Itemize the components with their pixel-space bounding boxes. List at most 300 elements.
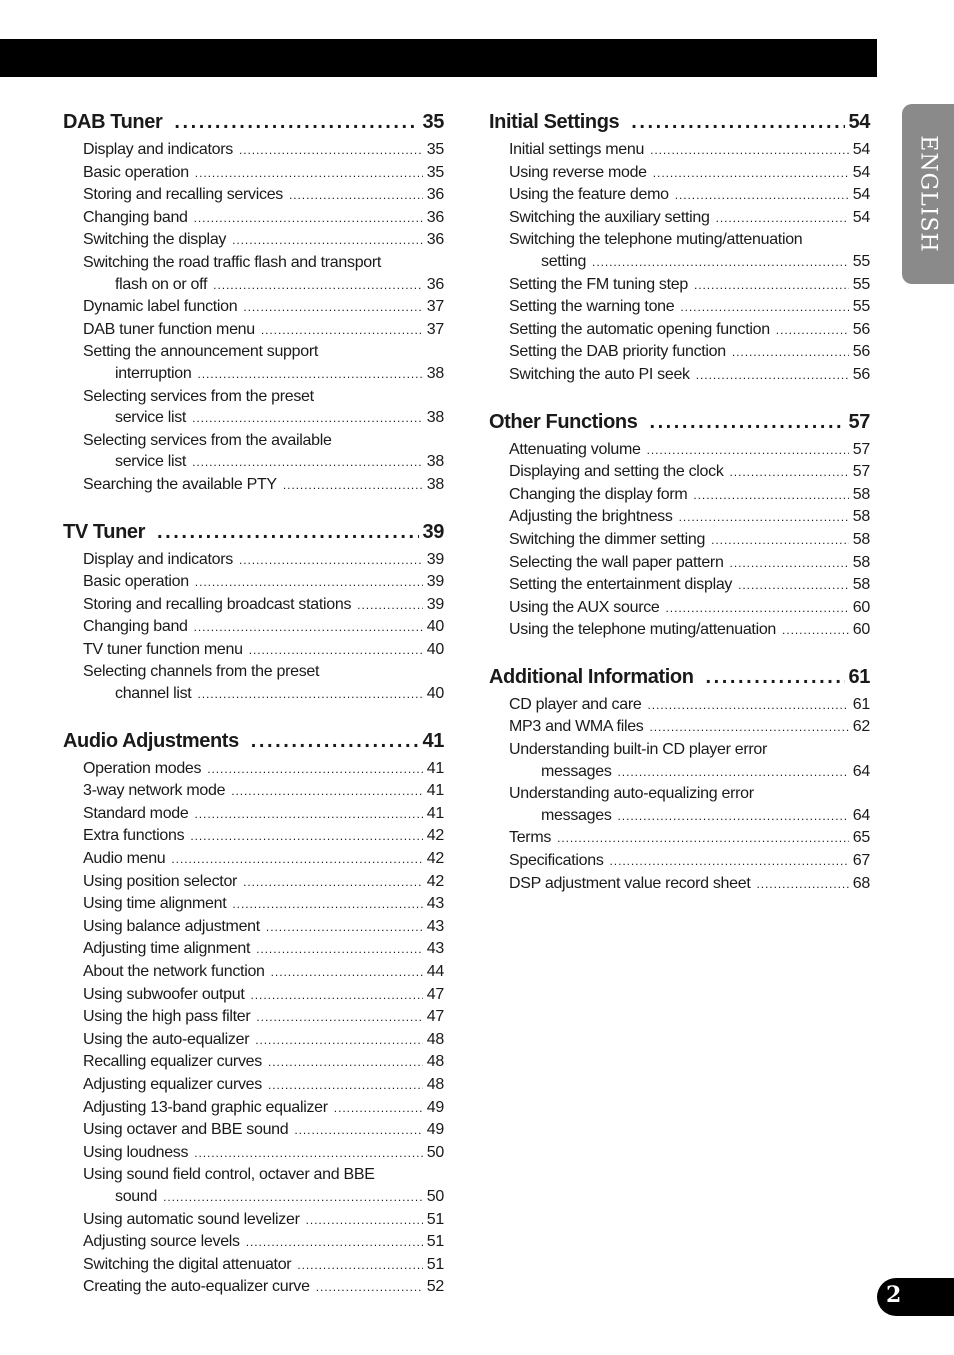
entry-title-continued: service list xyxy=(115,453,187,471)
entry-row xyxy=(509,162,870,185)
entry-title: Switching the digital attenuator xyxy=(83,1255,292,1273)
toc-entry[interactable] xyxy=(63,871,444,894)
entry-row xyxy=(83,162,444,185)
section-title: Additional Information xyxy=(489,665,694,688)
entry-row xyxy=(83,639,444,662)
dot-leader xyxy=(251,730,419,753)
entry-page-number: 48 xyxy=(426,1053,444,1071)
entry-page-number: 42 xyxy=(426,827,444,845)
dot-leader xyxy=(650,716,849,739)
entry-title: Setting the warning tone xyxy=(509,298,675,316)
entry-title: Storing and recalling services xyxy=(83,186,283,204)
entry-title: Using reverse mode xyxy=(509,163,647,181)
toc-entry[interactable] xyxy=(63,961,444,984)
toc-entry[interactable] xyxy=(63,893,444,916)
entry-continuation xyxy=(83,1186,444,1209)
entry-title: Using position selector xyxy=(83,872,238,890)
section-page-number: 41 xyxy=(422,729,444,752)
toc-entry[interactable] xyxy=(63,639,444,662)
entry-title: Setting the FM tuning step xyxy=(509,275,688,293)
entry-row xyxy=(509,207,870,230)
toc-entry[interactable] xyxy=(63,1209,444,1232)
entry-row xyxy=(83,139,444,162)
dot-leader xyxy=(650,139,849,162)
entry-row xyxy=(509,364,870,387)
dot-leader xyxy=(192,407,423,430)
toc-entry[interactable] xyxy=(63,1051,444,1074)
dot-leader xyxy=(174,111,418,134)
section-page-number: 39 xyxy=(422,520,444,543)
toc-entry[interactable] xyxy=(63,139,444,162)
toc-entry[interactable] xyxy=(63,184,444,207)
toc-entry[interactable] xyxy=(489,229,870,273)
toc-left-column xyxy=(63,111,444,1323)
entry-row xyxy=(83,848,444,871)
toc-entry[interactable] xyxy=(63,1074,444,1097)
dot-leader xyxy=(653,162,849,185)
entry-page-number: 58 xyxy=(852,508,870,526)
entry-page-number: 51 xyxy=(426,1255,444,1273)
entry-page-number: 54 xyxy=(852,186,870,204)
toc-entry[interactable] xyxy=(489,597,870,620)
entry-page-number: 54 xyxy=(852,208,870,226)
entry-row xyxy=(83,938,444,961)
dot-leader xyxy=(231,780,423,803)
entry-title: Using the high pass filter xyxy=(83,1008,251,1026)
toc-section xyxy=(489,111,870,387)
dot-leader xyxy=(679,506,849,529)
entry-title: Setting the automatic opening function xyxy=(509,320,770,338)
entry-page-number: 47 xyxy=(426,985,444,1003)
section-title: TV Tuner xyxy=(63,520,145,543)
entry-title: Basic operation xyxy=(83,573,189,591)
toc-entry[interactable] xyxy=(489,207,870,230)
entry-title-continued: messages xyxy=(541,806,612,824)
entry-title: Searching the available PTY xyxy=(83,475,277,493)
entry-row xyxy=(83,1051,444,1074)
entry-page-number: 57 xyxy=(852,463,870,481)
dot-leader xyxy=(195,571,423,594)
entry-page-number: 49 xyxy=(426,1121,444,1139)
entry-page-number: 36 xyxy=(426,186,444,204)
header-bar xyxy=(0,39,877,77)
toc-entry[interactable] xyxy=(63,1029,444,1052)
entry-title: Specifications xyxy=(509,852,604,870)
toc-entry[interactable] xyxy=(63,594,444,617)
dot-leader xyxy=(334,1097,423,1120)
section-title: Initial Settings xyxy=(489,111,620,133)
dot-leader xyxy=(647,439,849,462)
dot-leader xyxy=(232,229,423,252)
entry-title: MP3 and WMA files xyxy=(509,718,644,736)
toc-entry[interactable] xyxy=(63,780,444,803)
section-heading[interactable] xyxy=(63,111,444,139)
entry-title: Switching the road traffic flash and transport xyxy=(83,253,382,271)
toc-entry[interactable] xyxy=(489,139,870,162)
toc-section xyxy=(489,666,870,895)
dot-leader xyxy=(618,761,849,784)
entry-page-number: 40 xyxy=(426,618,444,636)
entry-title: Standard mode xyxy=(83,804,189,822)
entry-page-number: 40 xyxy=(426,685,444,703)
toc-entry[interactable] xyxy=(489,184,870,207)
entry-page-number: 36 xyxy=(426,208,444,226)
dot-leader xyxy=(782,619,849,642)
dot-leader xyxy=(694,274,849,297)
toc-entry[interactable] xyxy=(63,661,444,705)
entry-title: Changing band xyxy=(83,208,188,226)
entry-title: Using the AUX source xyxy=(509,598,660,616)
dot-leader xyxy=(194,616,423,639)
dot-leader xyxy=(776,319,849,342)
toc-entry[interactable] xyxy=(63,1142,444,1165)
dot-leader xyxy=(232,893,422,916)
entry-row xyxy=(83,984,444,1007)
entry-row xyxy=(509,139,870,162)
entry-page-number: 58 xyxy=(852,485,870,503)
toc-entry[interactable] xyxy=(63,803,444,826)
section-heading[interactable] xyxy=(489,111,870,139)
toc-entry[interactable] xyxy=(63,1164,444,1208)
entry-title: Switching the auxiliary setting xyxy=(509,208,710,226)
toc-entry[interactable] xyxy=(489,341,870,364)
entry-page-number: 55 xyxy=(852,252,870,270)
entry-title: Understanding built-in CD player error xyxy=(509,741,768,759)
entry-page-number: 56 xyxy=(852,343,870,361)
entry-row xyxy=(509,184,870,207)
entry-row xyxy=(509,716,870,739)
toc-entry[interactable] xyxy=(63,1119,444,1142)
section-page-number: 35 xyxy=(422,111,444,133)
dot-leader xyxy=(190,825,422,848)
entry-title: Recalling equalizer curves xyxy=(83,1053,262,1071)
entry-title: Selecting the wall paper pattern xyxy=(509,553,724,571)
entry-title: Changing band xyxy=(83,618,188,636)
entry-row xyxy=(509,574,870,597)
toc-entry[interactable] xyxy=(63,984,444,1007)
entry-continuation xyxy=(509,805,870,828)
dot-leader xyxy=(610,850,849,873)
section-heading[interactable] xyxy=(489,411,870,439)
dot-leader xyxy=(255,1029,423,1052)
dot-leader xyxy=(163,1186,423,1209)
entry-page-number: 58 xyxy=(852,576,870,594)
entry-page-number: 38 xyxy=(426,475,444,493)
entry-page-number: 51 xyxy=(426,1233,444,1251)
toc-entry[interactable] xyxy=(489,162,870,185)
entry-page-number: 37 xyxy=(426,320,444,338)
entry-page-number: 55 xyxy=(852,275,870,293)
entry-title-continued: interruption xyxy=(115,364,192,382)
entry-page-number: 68 xyxy=(852,874,870,892)
entry-page-number: 58 xyxy=(852,553,870,571)
entry-page-number: 38 xyxy=(426,453,444,471)
entry-title: Using sound field control, octaver and BBE xyxy=(83,1166,375,1184)
toc-entry[interactable] xyxy=(489,506,870,529)
entry-row xyxy=(509,506,870,529)
entry-row xyxy=(509,296,870,319)
entry-title: Using loudness xyxy=(83,1143,189,1161)
entry-title: TV tuner function menu xyxy=(83,640,243,658)
toc-entry[interactable] xyxy=(489,694,870,717)
entry-page-number: 64 xyxy=(852,762,870,780)
toc-entry[interactable] xyxy=(489,461,870,484)
dot-leader xyxy=(730,461,849,484)
section-heading[interactable] xyxy=(63,521,444,549)
entry-page-number: 56 xyxy=(852,365,870,383)
section-heading[interactable] xyxy=(63,730,444,758)
entry-title: Selecting services from the available xyxy=(83,431,332,449)
entry-title: Selecting channels from the preset xyxy=(83,663,320,681)
toc-entry[interactable] xyxy=(63,616,444,639)
entry-page-number: 62 xyxy=(852,718,870,736)
dot-leader xyxy=(294,1119,422,1142)
entry-row xyxy=(509,439,870,462)
entry-page-number: 58 xyxy=(852,530,870,548)
entry-page-number: 41 xyxy=(426,782,444,800)
toc-entry[interactable] xyxy=(63,549,444,572)
entry-title: Setting the DAB priority function xyxy=(509,343,726,361)
entry-row xyxy=(83,594,444,617)
dot-leader xyxy=(716,207,849,230)
entry-title: Switching the telephone muting/attenuation xyxy=(509,231,803,249)
dot-leader xyxy=(592,251,849,274)
entry-title: Using the auto-equalizer xyxy=(83,1030,250,1048)
section-page-number: 61 xyxy=(848,665,870,688)
toc-entry[interactable] xyxy=(63,162,444,185)
toc-entry[interactable] xyxy=(63,1006,444,1029)
entry-row xyxy=(509,461,870,484)
entry-title-continued: sound xyxy=(115,1187,158,1205)
entry-row xyxy=(83,207,444,230)
toc-entry[interactable] xyxy=(63,386,444,430)
toc-entry[interactable] xyxy=(489,873,870,896)
entry-page-number: 44 xyxy=(426,963,444,980)
entry-continuation xyxy=(509,761,870,784)
entry-row xyxy=(83,229,444,252)
toc-entry[interactable] xyxy=(489,274,870,297)
dot-leader xyxy=(271,961,423,984)
entry-title: Display and indicators xyxy=(83,141,233,158)
entry-title: 3-way network mode xyxy=(83,782,226,800)
entry-title: Changing the display form xyxy=(509,485,688,503)
toc-entry[interactable] xyxy=(63,229,444,252)
toc-entry[interactable] xyxy=(489,783,870,827)
entry-row xyxy=(83,571,444,594)
entry-title: DSP adjustment value record sheet xyxy=(509,874,751,892)
dot-leader xyxy=(730,552,849,575)
toc-entry[interactable] xyxy=(489,850,870,873)
toc-entry[interactable] xyxy=(63,296,444,319)
entry-page-number: 48 xyxy=(426,1075,444,1093)
entry-row xyxy=(83,184,444,207)
entry-row xyxy=(83,1254,444,1277)
toc-entry[interactable] xyxy=(63,474,444,497)
dot-leader xyxy=(693,484,848,507)
dot-leader xyxy=(283,474,423,497)
entry-row xyxy=(83,961,444,984)
entry-title: Dynamic label function xyxy=(83,298,238,316)
entry-row xyxy=(83,1097,444,1120)
entry-row xyxy=(83,616,444,639)
entry-row xyxy=(83,893,444,916)
entry-row xyxy=(83,758,444,781)
dot-leader xyxy=(297,1254,422,1277)
entry-title: Understanding auto-equalizing error xyxy=(509,785,754,803)
dot-leader xyxy=(268,1051,423,1074)
dot-leader xyxy=(618,805,849,828)
entry-title: Using time alignment xyxy=(83,895,227,913)
dot-leader xyxy=(195,803,423,826)
dot-leader xyxy=(666,597,849,620)
entry-title: Switching the auto PI seek xyxy=(509,365,690,383)
entry-page-number: 57 xyxy=(852,440,870,458)
section-title: DAB Tuner xyxy=(63,111,163,133)
dot-leader xyxy=(249,639,423,662)
dot-leader xyxy=(738,574,849,597)
entry-row xyxy=(83,474,444,497)
dot-leader xyxy=(256,938,423,961)
toc-entry[interactable] xyxy=(63,916,444,939)
entry-page-number: 54 xyxy=(852,163,870,181)
entry-page-number: 60 xyxy=(852,598,870,616)
toc-entry[interactable] xyxy=(63,1276,444,1299)
dot-leader xyxy=(194,207,423,230)
toc-entry[interactable] xyxy=(63,252,444,296)
toc-section xyxy=(63,521,444,706)
dot-leader xyxy=(239,139,423,162)
dot-leader xyxy=(239,549,423,572)
entry-continuation xyxy=(83,274,444,297)
toc-entry[interactable] xyxy=(63,1254,444,1277)
dot-leader xyxy=(268,1074,423,1097)
entry-page-number: 47 xyxy=(426,1008,444,1026)
entry-page-number: 50 xyxy=(426,1143,444,1161)
toc-entry[interactable] xyxy=(489,529,870,552)
entry-page-number: 61 xyxy=(852,695,870,713)
toc-entry[interactable] xyxy=(63,430,444,474)
toc-entry[interactable] xyxy=(489,716,870,739)
entry-title-continued: flash on or off xyxy=(115,275,208,293)
entry-row xyxy=(83,1006,444,1029)
dot-leader xyxy=(649,411,844,434)
entry-row xyxy=(83,319,444,342)
entry-page-number: 42 xyxy=(426,850,444,868)
toc-entry[interactable] xyxy=(63,341,444,385)
toc-entry[interactable] xyxy=(63,1097,444,1120)
toc-entry[interactable] xyxy=(63,319,444,342)
dot-leader xyxy=(680,296,848,319)
section-heading[interactable] xyxy=(489,666,870,694)
entry-page-number: 48 xyxy=(426,1030,444,1048)
entry-continuation xyxy=(83,363,444,386)
entry-title: Adjusting the brightness xyxy=(509,508,673,526)
toc-entry[interactable] xyxy=(489,296,870,319)
entry-title: Initial settings menu xyxy=(509,141,645,158)
toc-entry[interactable] xyxy=(489,439,870,462)
dot-leader xyxy=(251,984,423,1007)
entry-page-number: 38 xyxy=(426,409,444,427)
toc-entry[interactable] xyxy=(489,574,870,597)
toc-entry[interactable] xyxy=(489,739,870,783)
entry-title: Using the telephone muting/attenuation xyxy=(509,621,777,639)
entry-page-number: 50 xyxy=(426,1187,444,1205)
section-title: Other Functions xyxy=(489,410,638,433)
entry-row xyxy=(83,916,444,939)
entry-row xyxy=(509,850,870,873)
entry-page-number: 65 xyxy=(852,829,870,847)
entry-row xyxy=(509,552,870,575)
section-page-number: 57 xyxy=(848,410,870,433)
dot-leader xyxy=(194,1142,423,1165)
entry-title: Basic operation xyxy=(83,163,189,181)
toc-entry[interactable] xyxy=(63,571,444,594)
entry-page-number: 38 xyxy=(426,364,444,382)
toc-entry[interactable] xyxy=(63,1231,444,1254)
dot-leader xyxy=(213,274,423,297)
entry-title: Audio menu xyxy=(83,850,166,868)
entry-title: Setting the entertainment display xyxy=(509,576,733,594)
dot-leader xyxy=(266,916,423,939)
language-tab xyxy=(902,104,954,284)
toc-entry[interactable] xyxy=(489,552,870,575)
entry-row xyxy=(83,1074,444,1097)
entry-page-number: 54 xyxy=(852,141,870,158)
entry-title: Using subwoofer output xyxy=(83,985,245,1003)
toc-entry[interactable] xyxy=(63,848,444,871)
dot-leader xyxy=(316,1276,423,1299)
entry-page-number: 36 xyxy=(426,231,444,249)
toc-entry[interactable] xyxy=(63,825,444,848)
entry-row xyxy=(509,484,870,507)
toc-entry[interactable] xyxy=(63,758,444,781)
entry-row xyxy=(509,694,870,717)
toc-entry[interactable] xyxy=(489,484,870,507)
dot-leader xyxy=(306,1209,423,1232)
entry-title: DAB tuner function menu xyxy=(83,320,255,338)
dot-leader xyxy=(289,184,423,207)
entry-row xyxy=(83,549,444,572)
dot-leader xyxy=(647,694,848,717)
dot-leader xyxy=(246,1231,423,1254)
entry-title: Adjusting 13-band graphic equalizer xyxy=(83,1098,328,1116)
entry-page-number: 55 xyxy=(852,298,870,316)
entry-title: Switching the dimmer setting xyxy=(509,530,706,548)
dot-leader xyxy=(195,162,423,185)
entry-row xyxy=(83,1276,444,1299)
entry-row xyxy=(83,1142,444,1165)
dot-leader xyxy=(557,827,849,850)
entry-page-number: 41 xyxy=(426,759,444,777)
toc-entry[interactable] xyxy=(489,827,870,850)
entry-row xyxy=(509,319,870,342)
entry-page-number: 36 xyxy=(426,275,444,293)
entry-title-continued: channel list xyxy=(115,685,192,703)
entry-continuation xyxy=(509,251,870,274)
entry-row xyxy=(509,873,870,896)
entry-title-continued: service list xyxy=(115,409,187,427)
entry-row xyxy=(509,597,870,620)
entry-title: Operation modes xyxy=(83,759,202,777)
toc-entry[interactable] xyxy=(63,938,444,961)
entry-page-number: 37 xyxy=(426,298,444,316)
toc-entry[interactable] xyxy=(63,207,444,230)
toc-entry[interactable] xyxy=(489,364,870,387)
entry-row xyxy=(83,1209,444,1232)
dot-leader xyxy=(675,184,849,207)
toc-entry[interactable] xyxy=(489,319,870,342)
toc-entry[interactable] xyxy=(489,619,870,642)
